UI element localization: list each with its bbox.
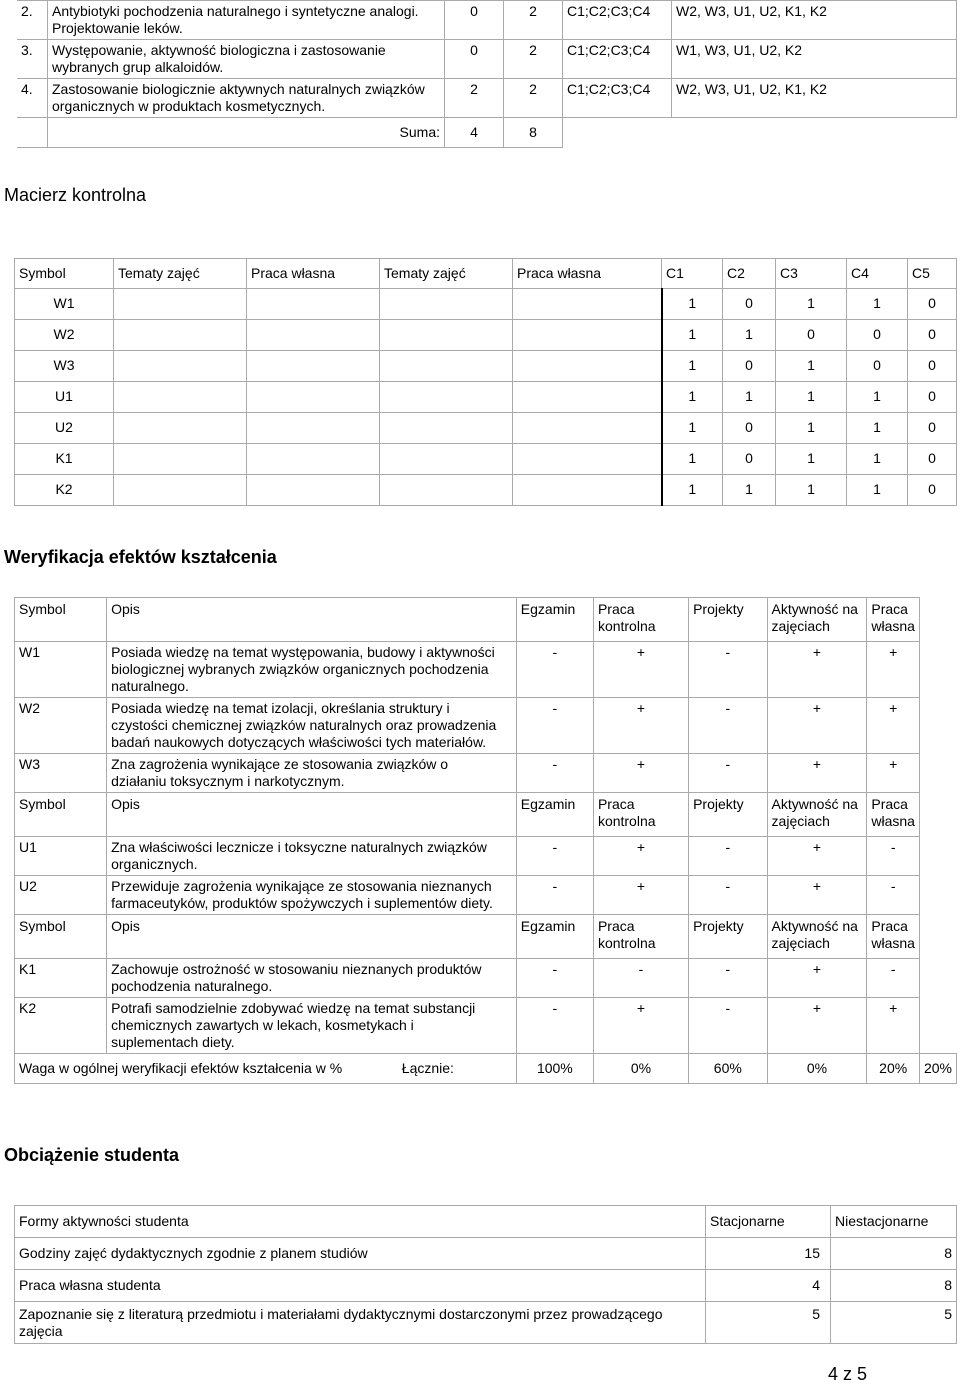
table-header-row	[15, 1206, 957, 1238]
blank-cell	[247, 475, 380, 506]
blank-cell	[114, 444, 247, 475]
verification-mark: +	[593, 642, 688, 698]
verification-mark: +	[867, 998, 920, 1054]
sum-label: Suma:	[48, 118, 445, 148]
header-cell: Opis	[107, 793, 517, 837]
verification-mark: +	[767, 998, 867, 1054]
verification-mark: -	[867, 959, 920, 998]
matrix-value: 0	[908, 444, 957, 475]
header-cell: Aktywność na zajęciach	[767, 598, 867, 642]
blank-cell	[380, 475, 513, 506]
header-cell: C4	[847, 259, 908, 289]
symbol-cell: W2	[15, 698, 107, 754]
table-row	[15, 1270, 957, 1302]
matrix-value: 1	[662, 320, 723, 351]
blank-cell	[247, 289, 380, 320]
header-cell: Praca kontrolna	[593, 793, 688, 837]
description-cell: Posiada wiedzę na temat izolacji, określania struktury i czystości chemicznej związków naturalnych oraz prowadzenia badań naukowych dotyczących właściwości tych materiałów.	[107, 698, 517, 754]
header-cell: Aktywność na zajęciach	[767, 915, 867, 959]
verification-mark: +	[767, 837, 867, 876]
matrix-value: 0	[908, 351, 957, 382]
value-b: 2	[504, 1, 563, 40]
header-cell: Niestacjonarne	[831, 1206, 957, 1238]
table-header-row	[15, 915, 957, 959]
header-cell: Egzamin	[516, 793, 593, 837]
table-row	[17, 79, 957, 118]
header-cell: Projekty	[689, 793, 767, 837]
verification-mark: -	[689, 998, 767, 1054]
header-cell: Formy aktywności studenta	[15, 1206, 706, 1238]
header-cell: Projekty	[689, 598, 767, 642]
verification-mark: -	[516, 698, 593, 754]
section-title-weryfikacja: Weryfikacja efektów kształcenia	[4, 547, 277, 567]
table-row	[15, 382, 957, 413]
description-cell: Zna właściwości lecznicze i toksyczne naturalnych związków organicznych.	[107, 837, 517, 876]
description-cell: Posiada wiedzę na temat występowania, budowy i aktywności biologicznej wybranych związków organicznych pochodzenia naturalnego.	[107, 642, 517, 698]
table-row	[15, 413, 957, 444]
niestacjonarne-value: 8	[831, 1270, 957, 1302]
matrix-value: 1	[776, 413, 847, 444]
symbol-cell: W3	[15, 351, 114, 382]
topic-text: Zastosowanie biologicznie aktywnych naturalnych związków organicznych w produktach kosmetycznych.	[48, 79, 445, 118]
verification-mark: +	[867, 698, 920, 754]
header-cell: Opis	[107, 915, 517, 959]
blank-cell	[380, 351, 513, 382]
table-row	[15, 698, 957, 754]
table-header-row	[15, 793, 957, 837]
table-row	[17, 40, 957, 79]
table-row	[15, 837, 957, 876]
verification-mark: +	[767, 754, 867, 793]
symbol-cell: W2	[15, 320, 114, 351]
value-b: 2	[504, 79, 563, 118]
matrix-value: 1	[662, 351, 723, 382]
verification-mark: +	[767, 698, 867, 754]
header-cell: Tematy zajęć	[114, 259, 247, 289]
blank-cell	[247, 382, 380, 413]
verification-mark: +	[767, 959, 867, 998]
blank-cell	[513, 475, 662, 506]
blank-cell	[247, 320, 380, 351]
table-row	[15, 289, 957, 320]
blank-cell	[380, 382, 513, 413]
symbol-cell: U2	[15, 876, 107, 915]
control-matrix-table	[14, 258, 957, 506]
blank-cell	[114, 351, 247, 382]
matrix-value: 1	[662, 475, 723, 506]
matrix-value: 1	[847, 289, 908, 320]
symbol-cell: W3	[15, 754, 107, 793]
header-cell: Praca własna	[513, 259, 662, 289]
matrix-value: 0	[908, 382, 957, 413]
effects: W2, W3, U1, U2, K1, K2	[672, 1, 957, 40]
verification-mark: +	[867, 642, 920, 698]
effects: W1, W3, U1, U2, K2	[672, 40, 957, 79]
effects: W2, W3, U1, U2, K1, K2	[672, 79, 957, 118]
stacjonarne-value: 5	[706, 1302, 831, 1344]
section-title-obciazenie: Obciążenie studenta	[4, 1145, 180, 1165]
blank-cell	[114, 289, 247, 320]
symbol-cell: K1	[15, 444, 114, 475]
blank-cell	[380, 320, 513, 351]
header-cell: Praca kontrolna	[593, 598, 688, 642]
verification-table	[14, 597, 957, 1084]
header-cell: Praca własna	[867, 598, 920, 642]
symbol-cell: U2	[15, 413, 114, 444]
topic-text: Antybiotyki pochodzenia naturalnego i syntetyczne analogi. Projektowanie leków.	[48, 1, 445, 40]
matrix-value: 0	[723, 289, 776, 320]
matrix-value: 0	[776, 320, 847, 351]
symbol-cell: U1	[15, 382, 114, 413]
verification-mark: +	[867, 754, 920, 793]
table-row	[15, 1238, 957, 1270]
matrix-value: 1	[723, 320, 776, 351]
weights-row	[15, 1054, 957, 1084]
niestacjonarne-value: 8	[831, 1238, 957, 1270]
table-header-row	[15, 598, 957, 642]
table-row	[15, 320, 957, 351]
matrix-value: 0	[847, 351, 908, 382]
blank-cell	[17, 118, 48, 148]
blank-cell	[247, 413, 380, 444]
topic-number: 2.	[17, 1, 48, 40]
matrix-value: 1	[723, 382, 776, 413]
weights-label: Waga w ogólnej weryfikacji efektów kształcenia w % Łącznie:	[15, 1054, 517, 1084]
verification-mark: -	[689, 642, 767, 698]
verification-mark: -	[516, 642, 593, 698]
verification-mark: +	[767, 642, 867, 698]
total-label: Łącznie:	[401, 1060, 454, 1076]
table-row	[15, 959, 957, 998]
matrix-value: 1	[776, 475, 847, 506]
table-header-row	[15, 259, 957, 289]
matrix-value: 1	[847, 413, 908, 444]
total-group	[402, 1060, 512, 1077]
matrix-value: 1	[662, 289, 723, 320]
value-a: 2	[445, 79, 504, 118]
table-row	[15, 998, 957, 1054]
blank-cell	[513, 351, 662, 382]
verification-mark: -	[689, 837, 767, 876]
topic-number: 4.	[17, 79, 48, 118]
blank-cell	[114, 382, 247, 413]
sum-b: 8	[504, 118, 563, 148]
blank-cell	[114, 320, 247, 351]
stacjonarne-value: 15	[706, 1238, 831, 1270]
blank-cell	[513, 289, 662, 320]
table-row	[15, 475, 957, 506]
header-cell: C3	[776, 259, 847, 289]
verification-mark: -	[516, 876, 593, 915]
table-row	[15, 642, 957, 698]
table-row	[15, 754, 957, 793]
verification-mark: -	[689, 959, 767, 998]
workload-table	[14, 1205, 957, 1344]
matrix-value: 1	[776, 289, 847, 320]
goals: C1;C2;C3;C4	[563, 1, 672, 40]
section-title-macierz: Macierz kontrolna	[4, 185, 147, 205]
weight-value: 0%	[593, 1054, 688, 1084]
value-a: 0	[445, 1, 504, 40]
verification-mark: -	[689, 876, 767, 915]
verification-mark: +	[593, 876, 688, 915]
verification-mark: +	[593, 998, 688, 1054]
blank-cell	[247, 444, 380, 475]
sum-row	[17, 118, 957, 148]
matrix-value: 1	[776, 351, 847, 382]
verification-mark: +	[593, 837, 688, 876]
goals: C1;C2;C3;C4	[563, 79, 672, 118]
header-cell: C5	[908, 259, 957, 289]
description-cell: Zna zagrożenia wynikające ze stosowania związków o działaniu toksycznym i narkotycznym.	[107, 754, 517, 793]
table-row	[15, 1302, 957, 1344]
description-cell: Potrafi samodzielnie zdobywać wiedzę na temat substancji chemicznych zawartych w lekach, kosmetykach i suplementach diety.	[107, 998, 517, 1054]
goals: C1;C2;C3;C4	[563, 40, 672, 79]
matrix-value: 1	[847, 444, 908, 475]
matrix-value: 1	[776, 382, 847, 413]
symbol-cell: W1	[15, 642, 107, 698]
symbol-cell: K2	[15, 998, 107, 1054]
verification-mark: -	[689, 754, 767, 793]
weight-value: 0%	[767, 1054, 867, 1084]
symbol-cell: K1	[15, 959, 107, 998]
matrix-value: 1	[662, 444, 723, 475]
verification-mark: -	[593, 959, 688, 998]
verification-mark: -	[516, 837, 593, 876]
symbol-cell: U1	[15, 837, 107, 876]
header-cell: Opis	[107, 598, 517, 642]
value-a: 0	[445, 40, 504, 79]
matrix-value: 0	[723, 351, 776, 382]
topics-table	[17, 0, 957, 148]
symbol-cell: K2	[15, 475, 114, 506]
table-row	[15, 351, 957, 382]
header-cell: Egzamin	[516, 598, 593, 642]
header-cell: Praca własna	[867, 915, 920, 959]
matrix-value: 1	[662, 382, 723, 413]
weight-value: 20%	[867, 1054, 920, 1084]
page-number: 4 z 5	[828, 1364, 868, 1384]
header-cell: Praca własna	[867, 793, 920, 837]
matrix-value: 1	[847, 382, 908, 413]
sum-a: 4	[445, 118, 504, 148]
blank-cell	[513, 413, 662, 444]
matrix-value: 0	[908, 320, 957, 351]
verification-mark: +	[767, 876, 867, 915]
weight-value: 20%	[919, 1054, 956, 1084]
table-row	[17, 1, 957, 40]
blank-cell	[247, 351, 380, 382]
stacjonarne-value: 4	[706, 1270, 831, 1302]
matrix-value: 0	[908, 475, 957, 506]
header-cell: Symbol	[15, 259, 114, 289]
blank-cell	[114, 413, 247, 444]
matrix-value: 0	[723, 413, 776, 444]
header-cell: C2	[723, 259, 776, 289]
matrix-value: 0	[723, 444, 776, 475]
header-cell: C1	[662, 259, 723, 289]
matrix-value: 1	[662, 413, 723, 444]
header-cell: Praca kontrolna	[593, 915, 688, 959]
header-cell: Tematy zajęć	[380, 259, 513, 289]
verification-mark: -	[516, 998, 593, 1054]
blank-cell	[513, 444, 662, 475]
verification-mark: -	[867, 837, 920, 876]
description-cell: Przewiduje zagrożenia wynikające ze stosowania nieznanych farmaceutyków, produktów spożywczych i suplementów diety.	[107, 876, 517, 915]
header-cell: Praca własna	[247, 259, 380, 289]
header-cell: Aktywność na zajęciach	[767, 793, 867, 837]
verification-mark: -	[689, 698, 767, 754]
blank-cell	[513, 320, 662, 351]
description-cell: Zachowuje ostrożność w stosowaniu nieznanych produktów pochodzenia naturalnego.	[107, 959, 517, 998]
row-label: Godziny zajęć dydaktycznych zgodnie z planem studiów	[15, 1238, 706, 1270]
total-value: 100%	[516, 1054, 593, 1084]
header-cell: Egzamin	[516, 915, 593, 959]
blank-cell	[563, 118, 957, 148]
value-b: 2	[504, 40, 563, 79]
verification-mark: +	[593, 698, 688, 754]
header-cell: Symbol	[15, 915, 107, 959]
table-row	[15, 444, 957, 475]
header-cell: Projekty	[689, 915, 767, 959]
matrix-value: 0	[847, 320, 908, 351]
niestacjonarne-value: 5	[831, 1302, 957, 1344]
header-cell: Symbol	[15, 793, 107, 837]
weight-value: 60%	[689, 1054, 767, 1084]
symbol-cell: W1	[15, 289, 114, 320]
blank-cell	[380, 289, 513, 320]
matrix-value: 1	[847, 475, 908, 506]
blank-cell	[380, 444, 513, 475]
matrix-value: 0	[908, 289, 957, 320]
verification-mark: +	[593, 754, 688, 793]
topic-text: Występowanie, aktywność biologiczna i zastosowanie wybranych grup alkaloidów.	[48, 40, 445, 79]
header-cell: Stacjonarne	[706, 1206, 831, 1238]
matrix-value: 1	[776, 444, 847, 475]
blank-cell	[114, 475, 247, 506]
topic-number: 3.	[17, 40, 48, 79]
blank-cell	[513, 382, 662, 413]
matrix-value: 1	[723, 475, 776, 506]
verification-mark: -	[867, 876, 920, 915]
row-label: Zapoznanie się z literaturą przedmiotu i materiałami dydaktycznymi dostarczonymi przez prowadzącego zajęcia	[15, 1302, 706, 1344]
verification-mark: -	[516, 754, 593, 793]
header-cell: Symbol	[15, 598, 107, 642]
blank-cell	[380, 413, 513, 444]
verification-mark: -	[516, 959, 593, 998]
table-row	[15, 876, 957, 915]
matrix-value: 0	[908, 413, 957, 444]
row-label: Praca własna studenta	[15, 1270, 706, 1302]
